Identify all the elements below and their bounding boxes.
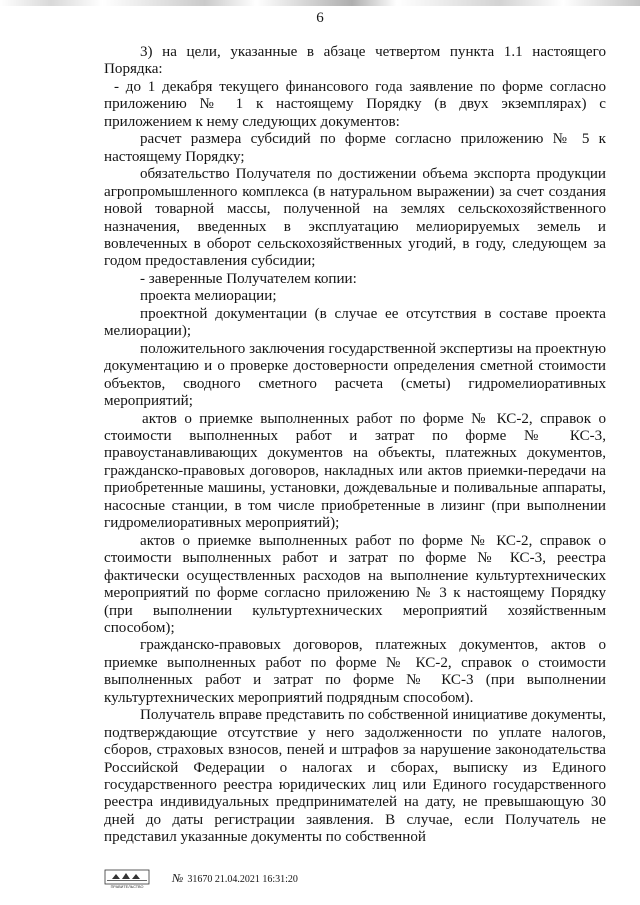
paragraph-melioration-project: проекта мелиорации;	[140, 288, 277, 305]
paragraph-acts-hydromelioration: актов о приемке выполненных работ по форме № КС-2, справок о стоимости выполненных работ и затрат по форме № КС-3, правоустанавливающих документов на объекты, платежных документов, гражданско-правовых договоров, накладных или актов приемки-передачи на приобретенные машины, установки, дождевальные и поливальные аппараты, насосные станции, в том числе приобретенные в лизинг (при выполнении гидромелиоративных мероприятий);	[104, 410, 606, 532]
number-sign: №	[172, 870, 184, 885]
paragraph-acts-cultural-technical: актов о приемке выполненных работ по форме № КС-2, справок о стоимости выполненных работ и затрат по форме № КС-3, реестра фактически осуществленных расходов на выполнение культуртехнических мероприятий по форме согласно приложению № 3 к настоящему Порядку (при выполнении культуртехнических мероприятий хозяйственным способом);	[104, 532, 606, 636]
paragraph-item-3: 3) на цели, указанные в абзаце четвертом пункта 1.1 настоящего Порядка:	[104, 44, 606, 78]
paragraph-export-obligation: обязательство Получателя по достижении объема экспорта продукции агропромышленного комплекса (в натуральном выражении) за счет создания новой товарной массы, полученной на землях сельскохозяйственного назначения, введенных в эксплуатацию мелиорируемых земель и вовлеченных в оборот сельскохозяйственных угодий, в году, следующем за годом предоставления субсидии;	[104, 166, 606, 270]
government-logo	[104, 867, 150, 889]
paragraph-project-documentation: проектной документации (в случае ее отсутствия в составе проекта мелиорации);	[104, 305, 606, 340]
paragraph-expert-conclusion: положительного заключения государственной экспертизы на проектную документацию и о проверке достоверности определения сметной стоимости объектов, сводного сметного расчета (сметы) гидромелиоративных мероприятий;	[104, 340, 606, 410]
registration-number-date: 31670 21.04.2021 16:31:20	[187, 873, 298, 885]
scan-top-edge	[0, 0, 640, 6]
paragraph-own-initiative: Получатель вправе представить по собственной инициативе документы, подтверждающие отсутствие у него задолженности по уплате налогов, сборов, страховых взносов, пеней и штрафов за нарушение законодательства Российской Федерации о налогах и сборах, выписку из Единого государственного реестра юридических лиц или Единого государственного реестра индивидуальных предпринимателей на дату, не превышающую 30 дней до даты регистрации заявления. В случае, если Получатель не представил указанные документы по собственной	[104, 707, 606, 846]
paragraph-subsidy-calculation: расчет размера субсидий по форме согласно приложению № 5 к настоящему Порядку;	[104, 131, 606, 165]
paragraph-certified-copies: - заверенные Получателем копии:	[140, 270, 357, 287]
document-body	[104, 44, 606, 847]
document-footer	[104, 866, 298, 890]
paragraph-contracts-contractor: гражданско-правовых договоров, платежных документов, актов о приемке выполненных работ по форме № КС-2, справок о стоимости выполненных работ и затрат по форме № КС-3 (при выполнении культуртехнических мероприятий подрядным способом).	[104, 637, 606, 706]
paragraph-application-deadline: - до 1 декабря текущего финансового года заявление по форме согласно приложению № 1 к настоящему Порядку (в двух экземплярах) с приложением к нему следующих документов:	[104, 78, 606, 130]
page-number: 6	[316, 10, 324, 26]
registration-stamp	[172, 871, 298, 886]
logo-caption: ПРАВИТЕЛЬСТВО	[110, 885, 144, 889]
